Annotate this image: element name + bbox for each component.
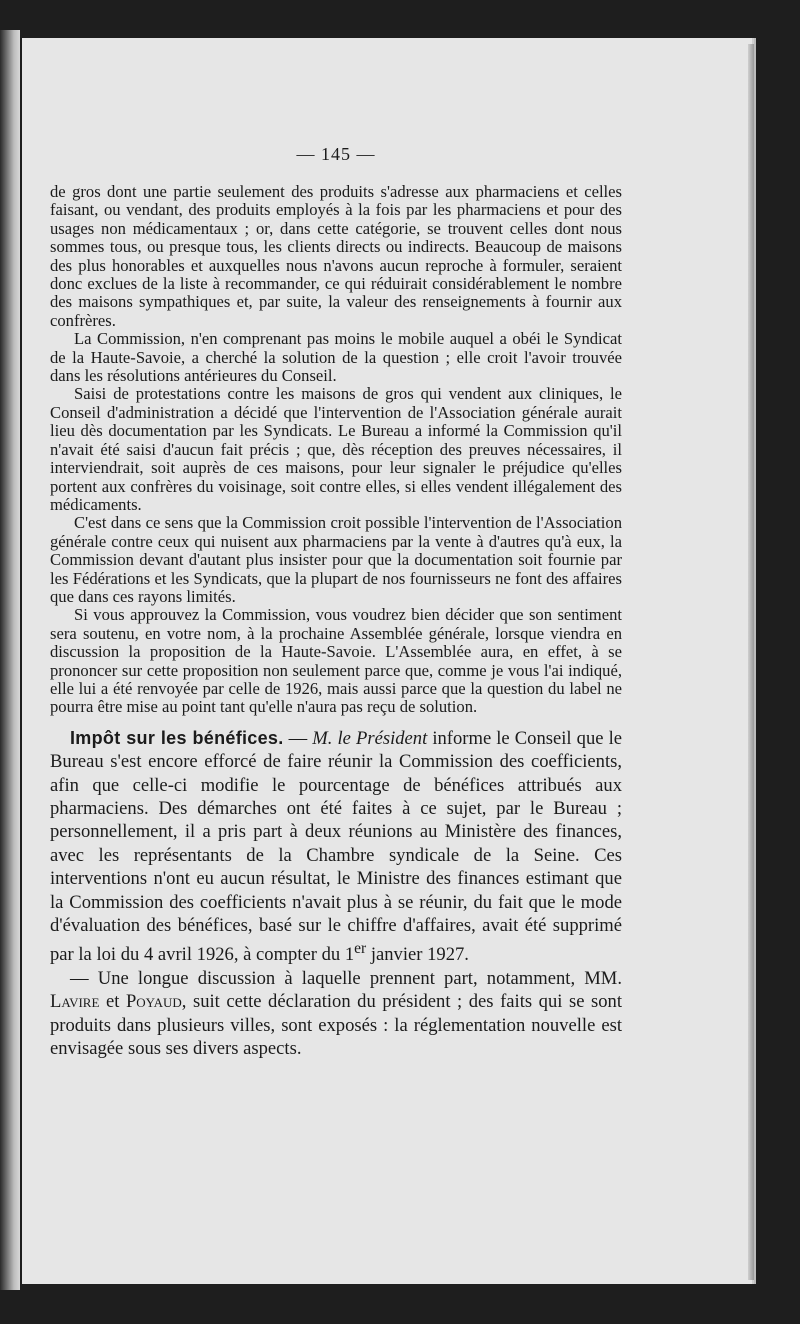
heading-dash: — bbox=[283, 727, 313, 749]
section-text-2: janvier 1927. bbox=[366, 944, 469, 966]
page-number: — 145 — bbox=[296, 144, 376, 164]
paragraph-1: de gros dont une partie seulement des produits s'adresse aux pharmaciens et celles faisant, ou vendant, des produits employés à la fois par les pharmaciens et pour des usages non médicamentaux ; or, dans cette catégorie, se trouvent celles dont nous sommes tous, ou presque tous, les clients directs ou indirects. Beaucoup de maisons des plus honorables et auxquelles nous n'avons aucun reproche à formuler, seraient donc exclues de la liste à recommander, ce qui réduirait considérablement le nombre des maisons sympathiques et, par suite, la valeur des renseignements à fournir aux confrères. bbox=[50, 182, 622, 330]
ordinal-superscript: er bbox=[354, 940, 367, 958]
section-paragraph-1 bbox=[50, 727, 622, 967]
section-paragraph-2 bbox=[50, 967, 622, 1061]
report-text-block bbox=[50, 183, 622, 717]
page-content bbox=[50, 144, 622, 1061]
paragraph-2: La Commission, n'en comprenant pas moins le mobile auquel a obéi le Syndicat de la Haute-Savoie, a cherché la solution de la question ; elle croit l'avoir trouvée dans les résolutions antérieures du Conseil. bbox=[50, 329, 622, 386]
speaker-name: M. le Président bbox=[312, 727, 428, 749]
section-text-1: informe le Conseil que le Bureau s'est encore efforcé de faire réunir la Commission des coefficients, afin que celle-ci modifie le pourcentage de bénéfices attribués aux pharmaciens. Des démarches ont été faites à ce sujet, par le Bureau ; personnellement, il a pris part à deux réunions au Ministère des finances, avec les représentants de la Chambre syndicale de la Seine. Ces interventions n'ont eu aucun résultat, le Ministre des finances estimant que la Commission des coefficients n'avait plus à se réunir, du fait que le mode d'évaluation des bénéfices, basé sur le chiffre d'affaires, avait été supprimé par la loi du 4 avril 1926, à compter du 1 bbox=[50, 727, 622, 966]
section-impot bbox=[50, 727, 622, 1061]
paragraph-5: Si vous approuvez la Commission, vous voudrez bien décider que son sentiment sera soutenu, en votre nom, à la prochaine Assemblée générale, lorsque viendra en discussion la proposition de la Haute-Savoie. L'Assemblée aura, en effet, à se prononcer sur cette proposition non seulement parce que, comme je vous l'ai indiqué, elle lui a été renvoyée par celle de 1926, mais aussi parce que la question du label ne pourra être mise au point tant qu'elle n'aura pas reçu de solution. bbox=[50, 605, 622, 717]
paragraph-3: Saisi de protestations contre les maisons de gros qui vendent aux cliniques, le Conseil d'administration a décidé que l'intervention de l'Association générale aurait lieu dès documentation par les Syndicats. Le Bureau a informé la Commission qu'il n'avait été saisi d'aucun fait précis ; que, dès réception des preuves nécessaires, il interviendrait, soit auprès de ces maisons, pour leur signaler le préjudice qu'elles portent aux confrères du voisinage, soit contre elles, si elles vendent illégalement des médicaments. bbox=[50, 384, 622, 514]
paragraph-4: C'est dans ce sens que la Commission croit possible l'intervention de l'Association générale contre ceux qui nuisent aux pharmaciens par la vente à d'autres qu'à eux, la Commission devant d'autant plus insister pour que la documentation soit fournie par les Fédérations et les Syndicats, que la plupart de nos fournisseurs ne font des affaires que dans ces rayons limités. bbox=[50, 513, 622, 606]
participant-poyaud: Poyaud bbox=[125, 991, 182, 1013]
section-heading: Impôt sur les bénéfices. bbox=[70, 727, 284, 748]
discussion-end: , suit cette déclaration du président ; des faits qui se sont produits dans plusieurs villes, sont exposés : la réglementation nouvelle est envisagée sous ses divers aspects. bbox=[50, 991, 622, 1060]
page-right-edge bbox=[748, 44, 754, 1280]
conjunction: et bbox=[99, 991, 126, 1013]
discussion-start: — Une longue discussion à laquelle prennent part, notamment, MM. bbox=[70, 968, 622, 990]
participant-lavire: Lavire bbox=[50, 991, 100, 1013]
previous-page-edge bbox=[0, 30, 20, 1290]
